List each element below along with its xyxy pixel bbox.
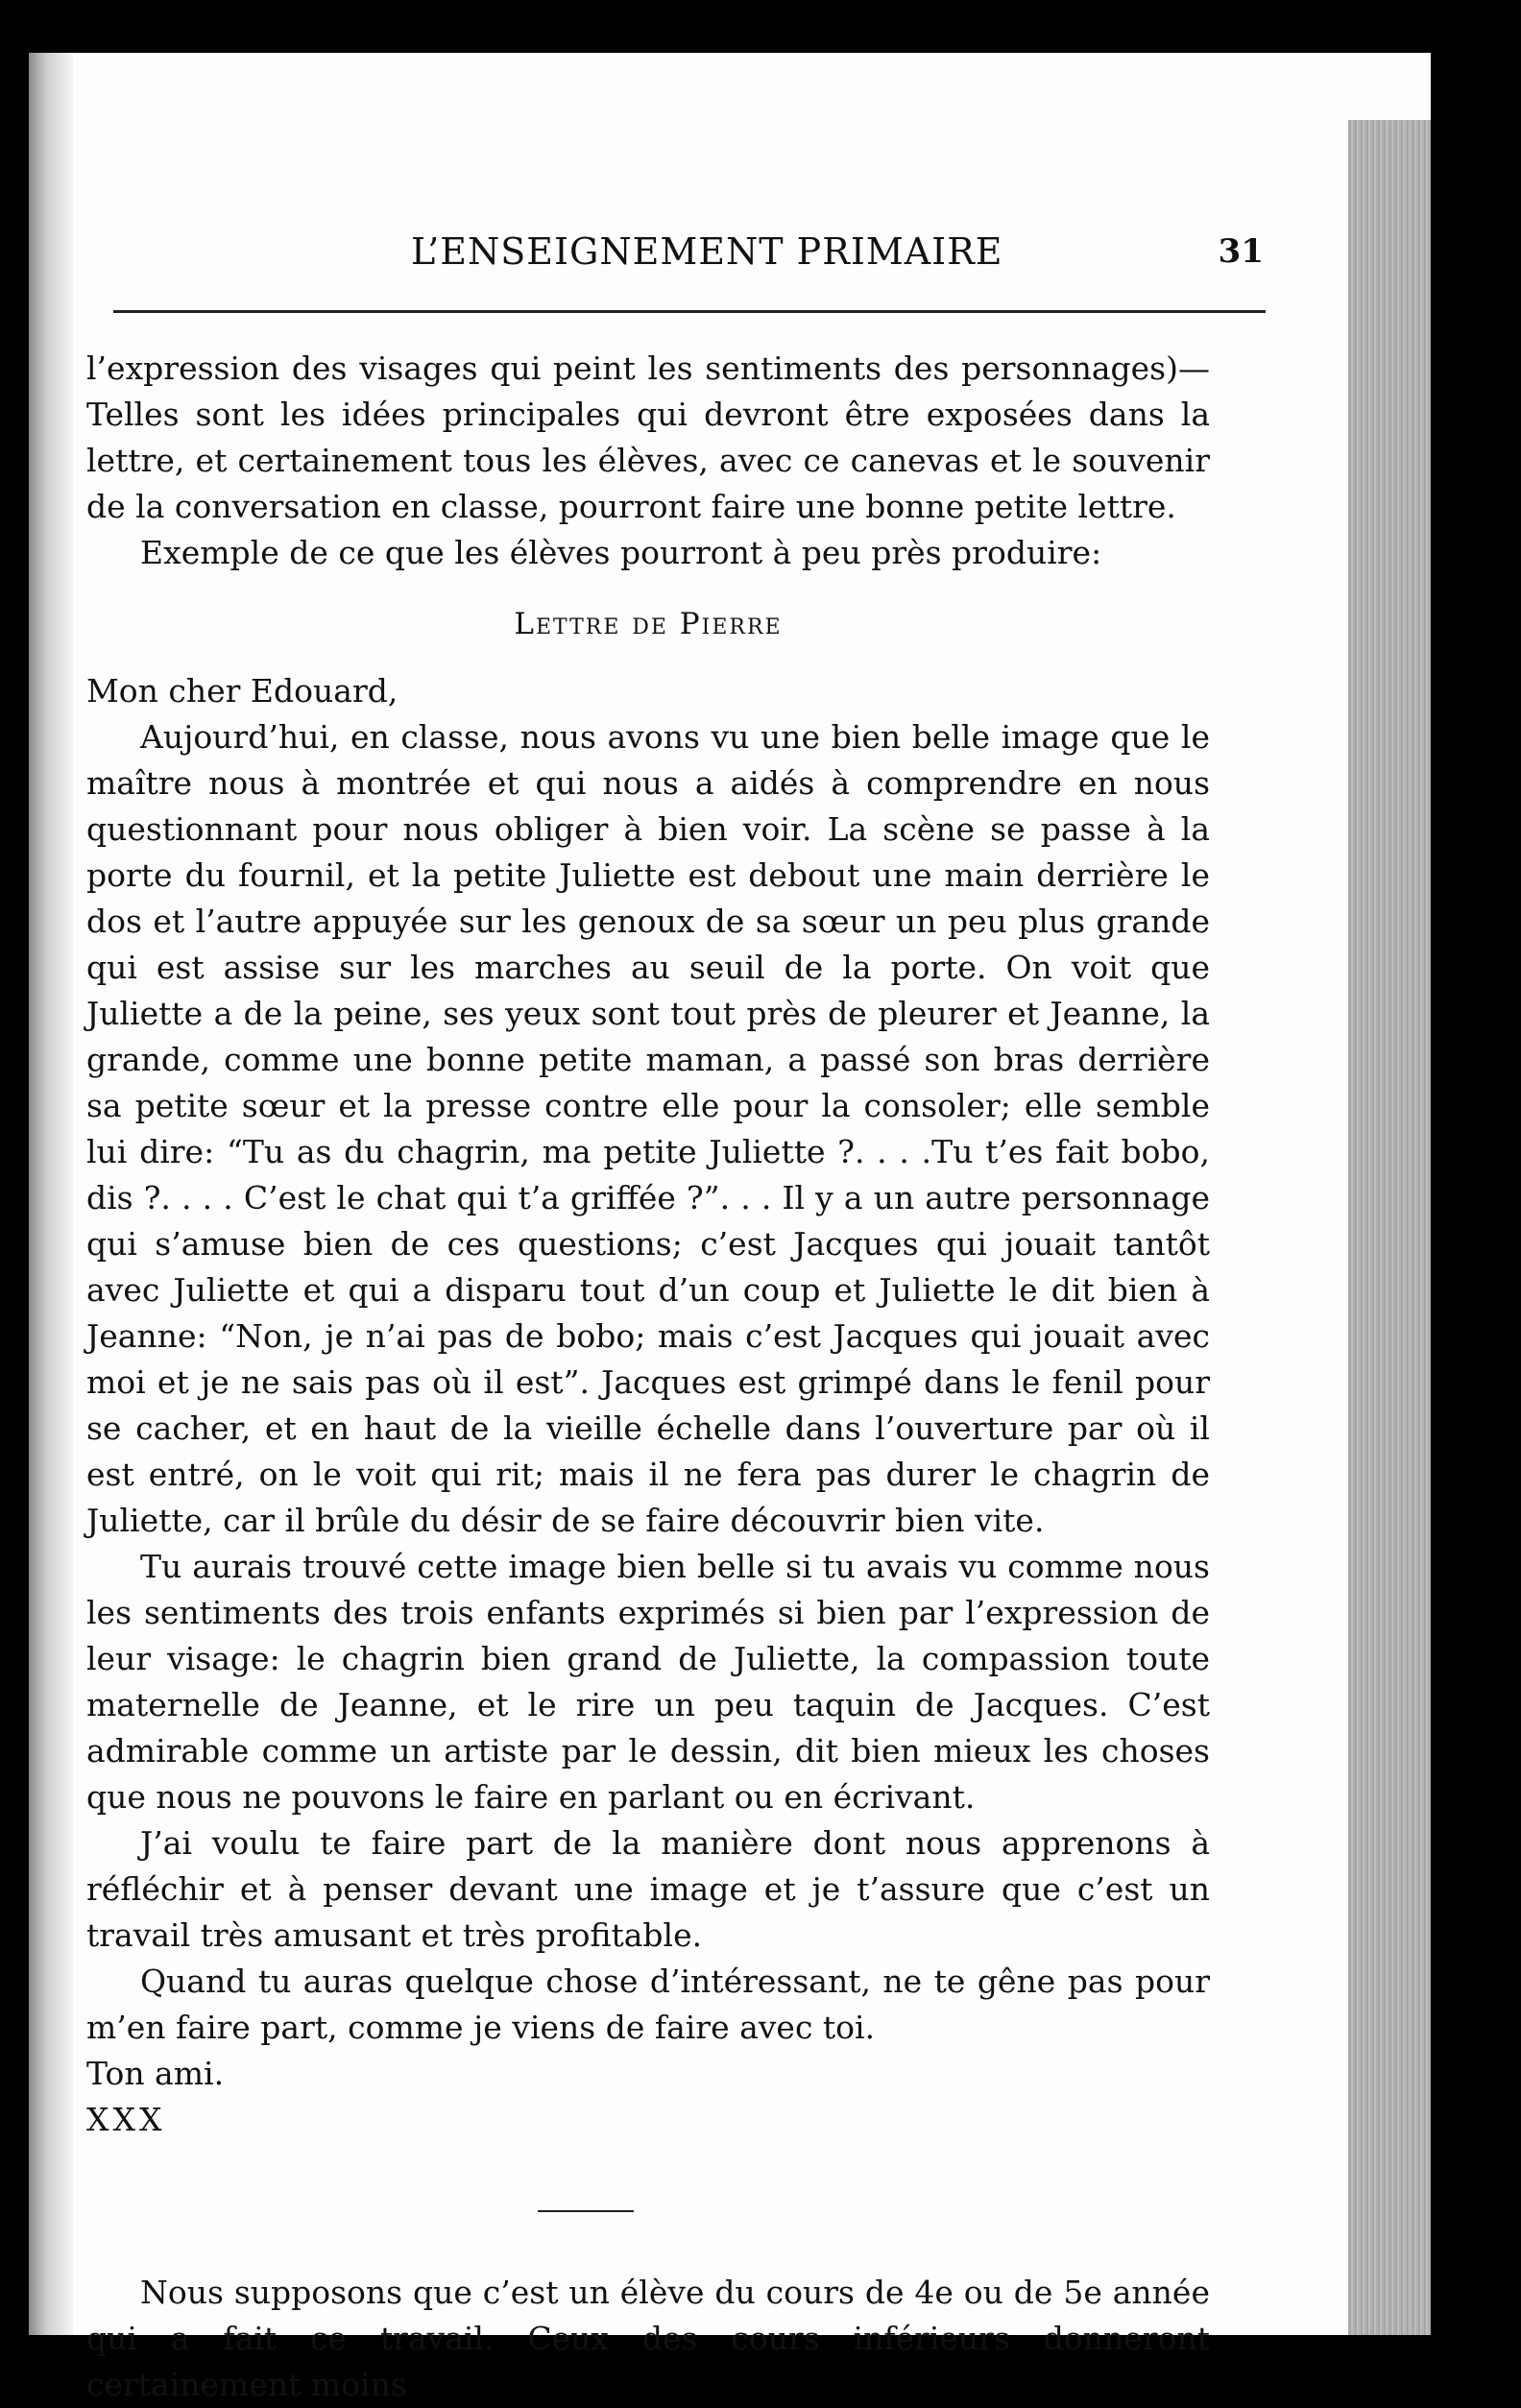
- page-edges: [1348, 120, 1431, 2335]
- letter-paragraph: Quand tu auras quelque chose d’intéressant, ne te gêne pas pour m’en faire part, comme je viens de faire avec toi.: [86, 1963, 1210, 2046]
- intro-paragraph: Exemple de ce que les élèves pourront à peu près produire:: [140, 534, 1102, 571]
- letter-salutation: Mon cher Edouard,: [86, 672, 398, 710]
- letter-title: [86, 601, 1210, 647]
- letter-paragraph: J’ai voulu te faire part de la manière dont nous apprenons à réfléchir et à penser devant une image et je t’assure que c’est un travail très amusant et très profitable.: [86, 1824, 1210, 1954]
- letter-paragraph: Aujourd’hui, en classe, nous avons vu une bien belle image que le maître nous à montrée et qui nous a aidés à comprendre en nous questionnant pour nous obliger à bien voir. La scène se passe à la porte du fournil, et la petite Juliette est debout une main derrière le dos et l’autre appuyée sur les genoux de sa sœur un peu plus grande qui est assise sur les marches au seuil de la porte. On voit que Juliette a de la peine, ses yeux sont tout près de pleurer et Jeanne, la grande, comme une bonne petite maman, a passé son bras derrière sa petite sœur et la presse contre elle pour la consoler; elle semble lui dire: “Tu as du chagrin, ma petite Juliette ?. . . .Tu t’es fait bobo, dis ?. . . . C’est le chat qui t’a griffée ?”. . . Il y a un autre personnage qui s’amuse bien de ces questions; c’est Jacques qui jouait tantôt avec Juliette et qui a disparu tout d’un coup et Juliette le dit bien à Jeanne: “Non, je n’ai pas de bobo; mais c’est Jacques qui jouait avec moi et je ne sais pas où il est”. Jacques est grimpé dans le fenil pour se cacher, et en haut de la vieille échelle dans l’ouverture par où il est entré, on le voit qui rit; mais il ne fera pas durer le chagrin de Juliette, car il brûle du désir de se faire découvrir bien vite.: [86, 718, 1210, 1539]
- header-rule: [113, 310, 1266, 313]
- page-number: 31: [1218, 232, 1264, 271]
- letter-paragraph: Tu aurais trouvé cette image bien belle si tu avais vu comme nous les sentiments des trois enfants exprimés si bien par l’expression de leur visage: le chagrin bien grand de Juliette, la compassion toute maternelle de Jeanne, et le rire un peu taquin de Jacques. C’est admirable comme un artiste par le dessin, dit bien mieux les choses que nous ne pouvons le faire en parlant ou en écrivant.: [86, 1548, 1210, 1816]
- intro-paragraph: l’expression des visages qui peint les sentiments des personnages)—Telles sont les idées principales qui devront être exposées dans la lettre, et certainement tous les élèves, avec ce canevas et le souvenir de la conversation en classe, pourront faire une bonne petite lettre.: [86, 349, 1210, 525]
- gutter-shadow: [29, 53, 73, 2335]
- letter-title-text: Lettre de Pierre: [514, 607, 783, 641]
- book-page: [29, 53, 1431, 2403]
- letter-signature: XXX: [86, 2101, 166, 2138]
- after-paragraph: Nous supposons que c’est un élève du cours de 4e ou de 5e année qui a fait ce travail. Ceux des cours inférieurs donneront certainement moins: [86, 2274, 1210, 2403]
- section-separator: [538, 2210, 634, 2212]
- letter-closing: Ton ami.: [86, 2055, 225, 2092]
- body-text: [86, 346, 1210, 2408]
- page-header: [113, 221, 1285, 298]
- running-head: L’ENSEIGNEMENT PRIMAIRE: [411, 230, 1003, 273]
